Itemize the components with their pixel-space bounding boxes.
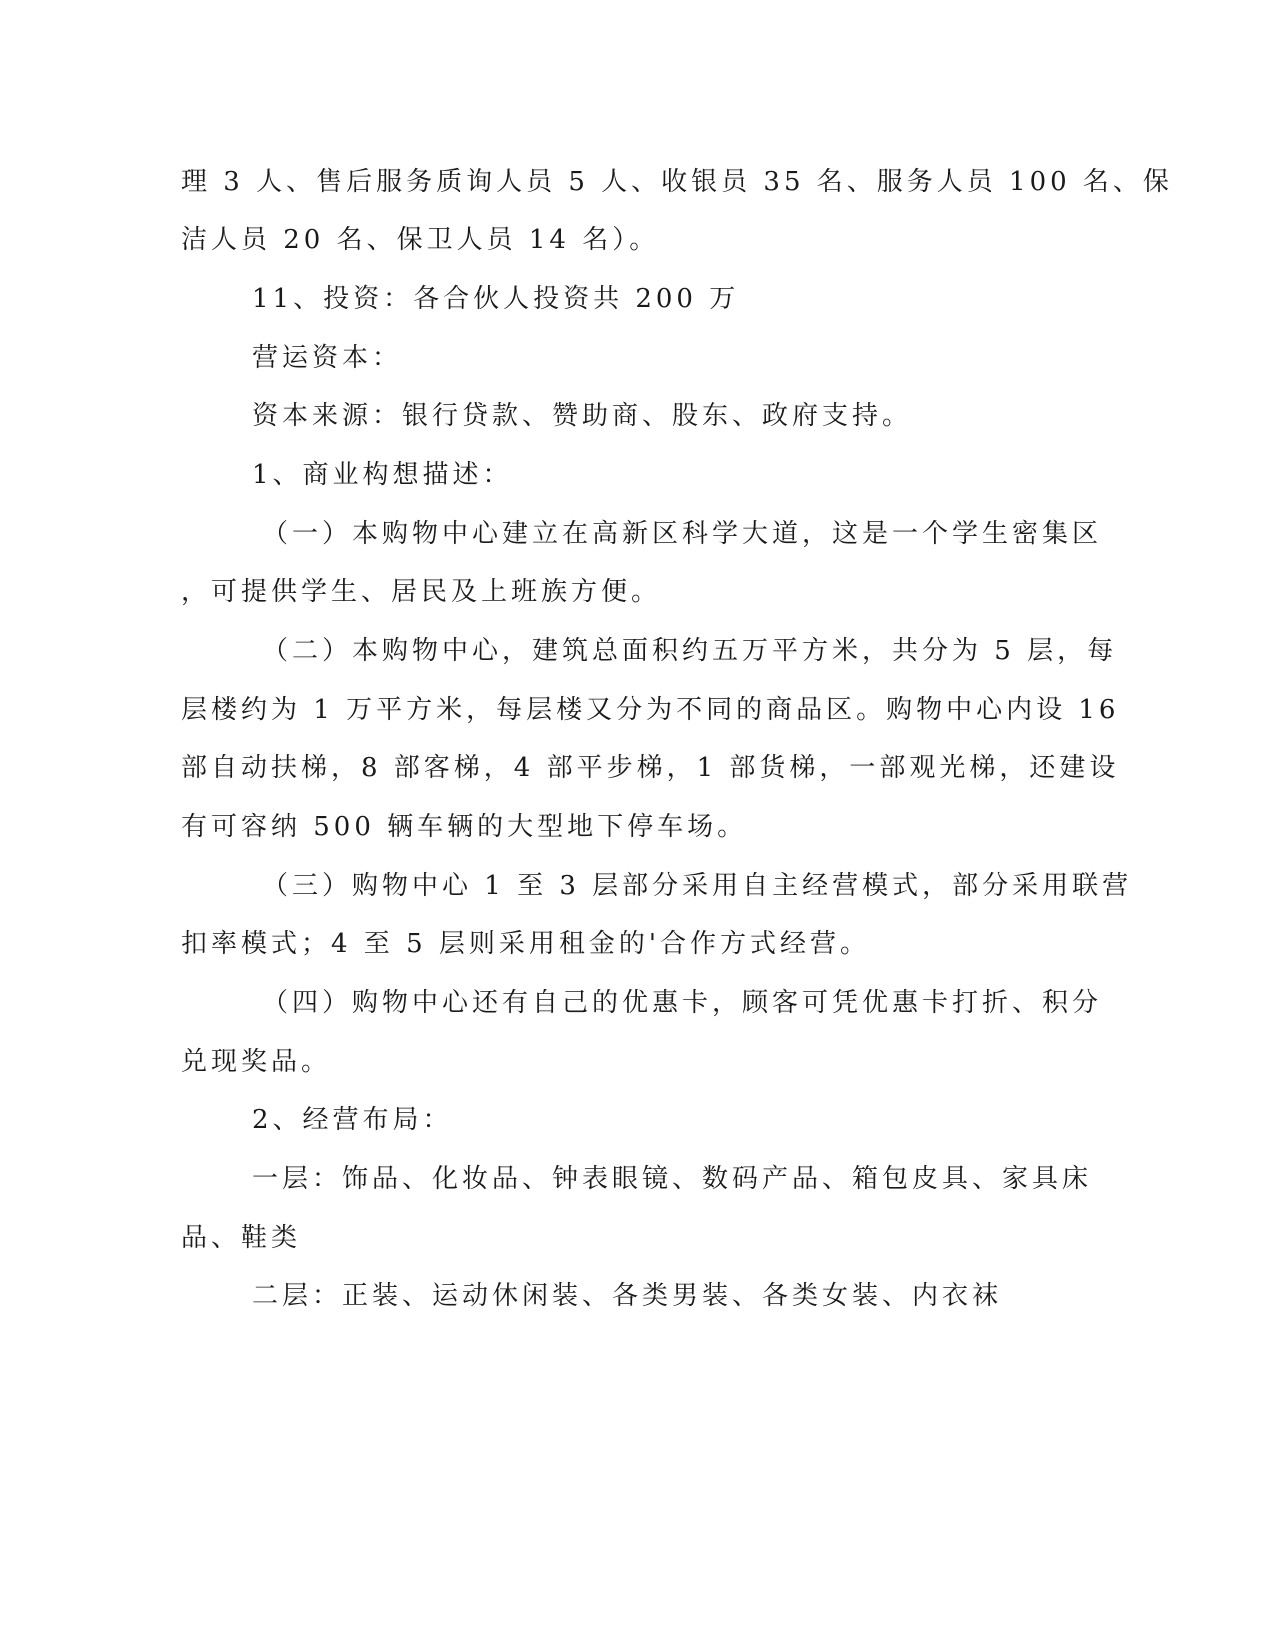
paragraph-1-line-1: （一）本购物中心建立在高新区科学大道，这是一个学生密集区	[262, 519, 1103, 549]
text-line-investment: 11、投资：各合伙人投资共 200 万	[252, 284, 740, 314]
paragraph-4-line-2: 兑现奖品。	[181, 1047, 332, 1077]
paragraph-2-line-1: （二）本购物中心，建筑总面积约五万平方米，共分为 5 层，每	[262, 636, 1118, 666]
paragraph-3-line-1: （三）购物中心 1 至 3 层部分采用自主经营模式，部分采用联营	[262, 871, 1133, 901]
text-line-staff-1: 理 3 人、售后服务质询人员 5 人、收银员 35 名、服务人员 100 名、保	[181, 167, 1173, 197]
floor-2-line-1: 二层：正装、运动休闲装、各类男装、各类女装、内衣袜	[252, 1281, 1003, 1311]
paragraph-2-line-3: 部自动扶梯，8 部客梯，4 部平步梯，1 部货梯，一部观光梯，还建设	[181, 753, 1120, 783]
floor-1-line-2: 品、鞋类	[181, 1223, 302, 1253]
section-heading-business-concept: 1、商业构想描述：	[252, 460, 513, 490]
text-line-staff-2: 洁人员 20 名、保卫人员 14 名）。	[181, 225, 660, 255]
text-line-working-capital: 营运资本：	[252, 343, 403, 373]
paragraph-2-line-2: 层楼约为 1 万平方米，每层楼又分为不同的商品区。购物中心内设 16	[181, 695, 1120, 725]
text-line-capital-source: 资本来源：银行贷款、赞助商、股东、政府支持。	[252, 401, 913, 431]
section-heading-layout: 2、经营布局：	[252, 1105, 453, 1135]
paragraph-1-line-2: ，可提供学生、居民及上班族方便。	[181, 577, 662, 607]
paragraph-4-line-1: （四）购物中心还有自己的优惠卡，顾客可凭优惠卡打折、积分	[262, 988, 1103, 1018]
floor-1-line-1: 一层：饰品、化妆品、钟表眼镜、数码产品、箱包皮具、家具床	[252, 1164, 1093, 1194]
paragraph-2-line-4: 有可容纳 500 辆车辆的大型地下停车场。	[181, 812, 748, 842]
paragraph-3-line-2: 扣率模式；4 至 5 层则采用租金的'合作方式经营。	[181, 929, 871, 959]
